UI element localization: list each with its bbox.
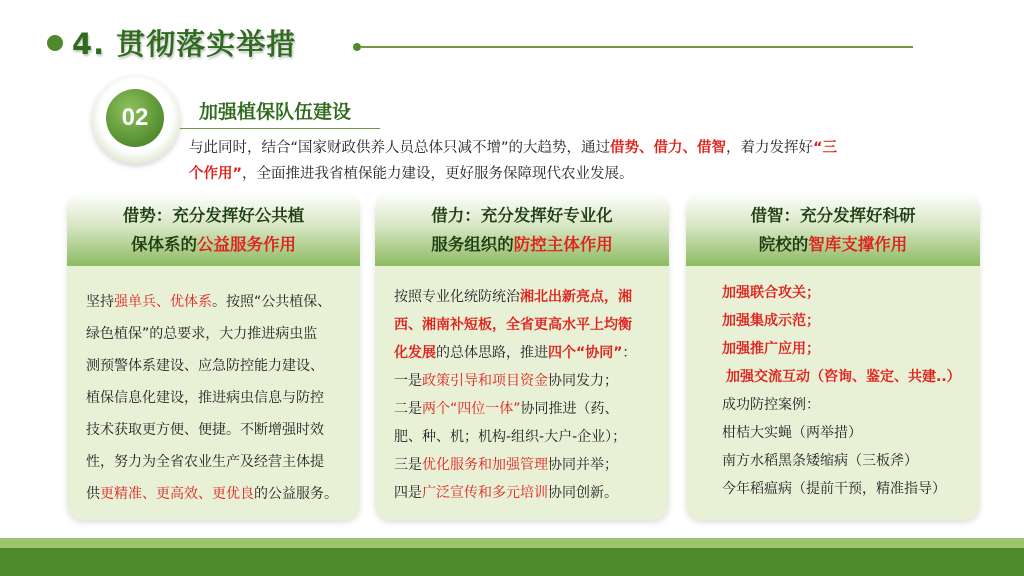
card-text: 协同发力； <box>548 373 618 389</box>
card-title-line <box>686 230 980 259</box>
card-line: 南方水稻黑条矮缩病（三板斧） <box>722 453 918 469</box>
card-header <box>375 193 669 266</box>
card-text: 的公益服务。 <box>254 486 338 502</box>
card-body <box>375 266 669 520</box>
card-text: 的总体思路，推进 <box>436 345 548 361</box>
card-line <box>394 286 632 306</box>
card-text: ： <box>622 345 637 361</box>
card-highlight: 化发展 <box>394 345 436 361</box>
card-header <box>686 193 980 266</box>
card-title-text: 服务组织的 <box>431 235 514 254</box>
card-title-text: 院校的 <box>758 235 809 254</box>
card-line <box>86 291 331 311</box>
card-highlight: 四个“协同” <box>548 345 623 361</box>
card-title-line: 借智：充分发挥好科研 <box>750 206 916 225</box>
card-line: 肥、种、机；机构-组织-大户-企业）； <box>394 429 627 445</box>
card-public-service <box>67 193 360 520</box>
card-title-highlight: 防控主体作用 <box>513 235 613 254</box>
intro-text: ，着力发挥好 <box>726 140 814 156</box>
card-title-text: 保体系的 <box>131 235 197 254</box>
page-title: 4. 贯彻落实举措 <box>72 27 297 61</box>
card-text: 坚持 <box>86 294 114 310</box>
card-line <box>86 483 338 503</box>
card-line: 植保信息化建设，推进病虫信息与防控 <box>86 390 324 406</box>
section-title: 加强植保队伍建设 <box>199 101 352 123</box>
card-body <box>686 266 980 520</box>
card-body <box>67 266 360 520</box>
card-prevention-control <box>375 193 669 520</box>
intro-text: ，全面推进我省植保能力建设，更好服务保障现代农业发展。 <box>242 166 634 182</box>
card-text: 四是 <box>394 485 422 501</box>
card-line: 技术获取更方便、便捷。不断增强时效 <box>86 422 324 438</box>
intro-highlight: 借势、借力、借智 <box>610 140 727 156</box>
card-title-highlight: 智库支撑作用 <box>808 235 908 254</box>
card-text: 按照专业化统防统治 <box>394 289 520 305</box>
card-line: 西、湘南补短板，全省更高水平上均衡 <box>394 317 632 333</box>
card-text: 协同推进（药、 <box>520 401 619 417</box>
card-title-highlight: 公益服务作用 <box>197 235 296 254</box>
card-title-line: 借力：充分发挥好专业化 <box>431 206 613 225</box>
card-line <box>394 482 618 502</box>
card-highlight: 湘北出新亮点，湘 <box>520 289 632 305</box>
card-line <box>394 398 619 418</box>
intro-highlight: “三 <box>813 140 838 156</box>
card-text: 供 <box>86 486 100 502</box>
section-divider <box>180 128 380 129</box>
card-line: 今年稻瘟病（提前干预，精准指导） <box>722 481 946 497</box>
card-line: 绿色植保”的总要求，大力推进病虫监 <box>86 326 318 342</box>
footer-bar-light <box>0 538 1024 548</box>
card-highlight: 强单兵、优体系 <box>114 294 212 310</box>
title-divider <box>360 46 913 48</box>
card-line <box>394 370 618 390</box>
card-text: 二是 <box>394 401 422 417</box>
card-line <box>394 454 618 474</box>
card-header <box>67 193 360 266</box>
intro-text: 与此同时，结合“国家财政供养人员总体只减不增”的大趋势，通过 <box>189 140 611 156</box>
card-line <box>394 342 636 362</box>
card-text: 。按照“公共植保、 <box>212 294 332 310</box>
card-title-line: 借势：充分发挥好公共植 <box>122 206 305 225</box>
card-text: 协同创新。 <box>548 485 618 501</box>
card-title-line <box>375 230 669 259</box>
card-highlight: 两个“四位一体” <box>422 401 521 417</box>
card-title <box>686 201 980 259</box>
card-line: 加强集成示范； <box>722 313 820 329</box>
card-line: 测预警体系建设、应急防控能力建设、 <box>86 358 324 374</box>
card-line: 加强交流互动（咨询、鉴定、共建..） <box>726 369 961 385</box>
card-title <box>67 201 360 259</box>
card-line: 加强推广应用； <box>722 341 820 357</box>
card-highlight: 优化服务和加强管理 <box>422 457 548 473</box>
title-bullet-dot <box>47 35 63 51</box>
intro-line-2 <box>189 161 934 187</box>
card-think-tank <box>686 193 980 520</box>
card-text: 协同并举； <box>548 457 618 473</box>
card-line: 成功防控案例： <box>722 397 820 413</box>
intro-highlight: 个作用” <box>189 166 243 182</box>
card-highlight: 更精准、更高效、更优良 <box>100 486 254 502</box>
section-number-badge: 02 <box>106 89 164 147</box>
card-text: 一是 <box>394 373 422 389</box>
card-line: 加强联合攻关； <box>722 285 820 301</box>
card-title-line <box>67 230 360 259</box>
card-highlight: 政策引导和项目资金 <box>422 373 548 389</box>
intro-paragraph <box>189 135 934 187</box>
card-highlight: 广泛宣传和多元培训 <box>422 485 548 501</box>
card-line: 性，努力为全省农业生产及经营主体提 <box>86 454 324 470</box>
intro-line-1 <box>189 135 934 161</box>
card-text: 三是 <box>394 457 422 473</box>
footer-bar-dark <box>0 548 1024 576</box>
card-line: 柑桔大实蝇（两举措） <box>722 425 862 441</box>
card-title <box>375 201 669 259</box>
